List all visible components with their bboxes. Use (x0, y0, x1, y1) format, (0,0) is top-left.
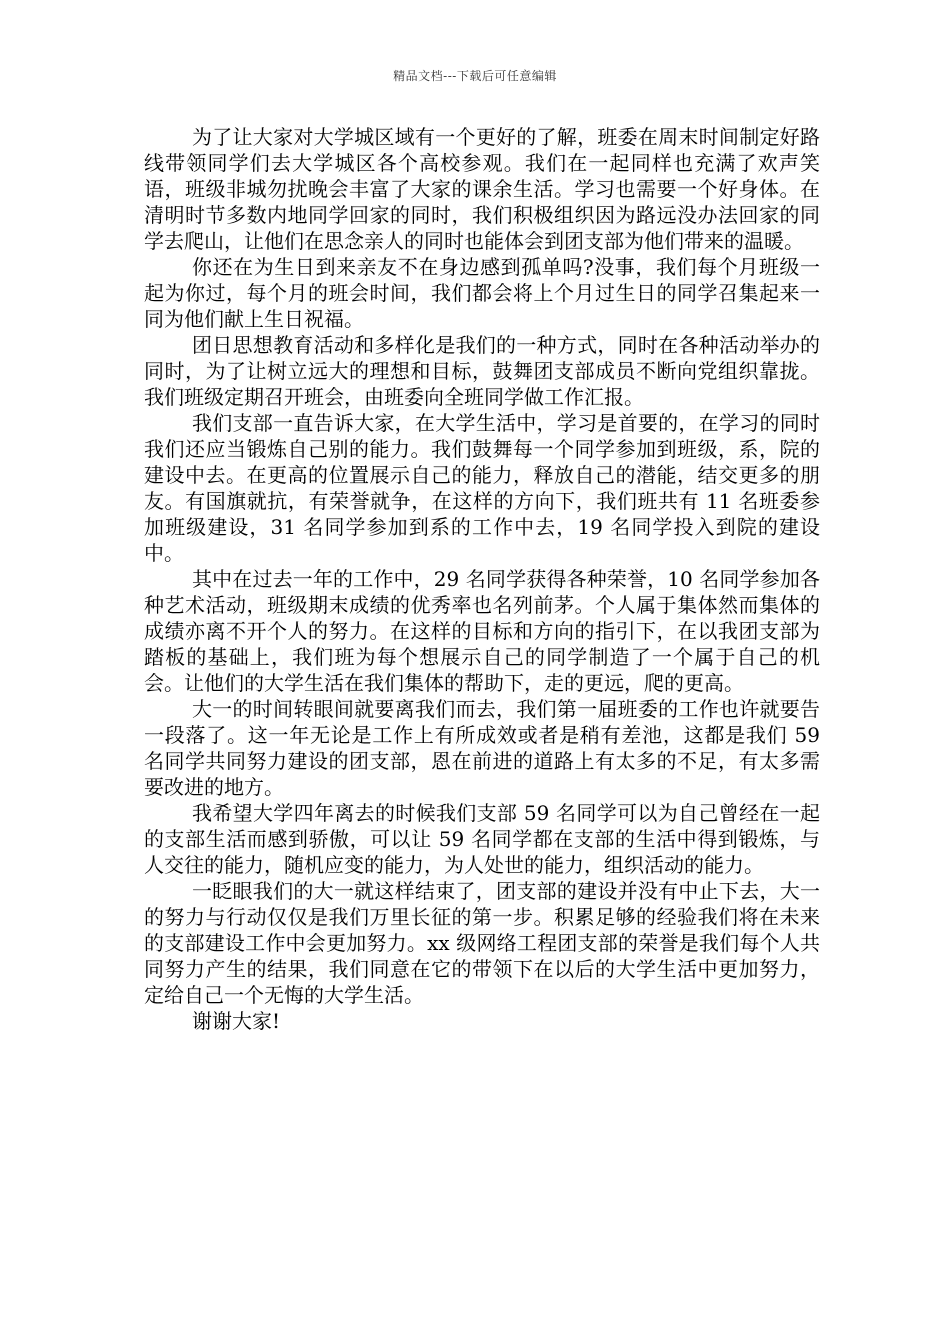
paragraph-birthday: 你还在为生日到来亲友不在身边感到孤单吗?没事，我们每个月班级一起为你过，每个月的班会时间，我们都会将上个月过生日的同学召集起来一同为他们献上生日祝福。 (144, 255, 820, 331)
document-body (144, 124, 820, 1034)
paragraph-conclusion: 一眨眼我们的大一就这样结束了，团支部的建设并没有中止下去，大一的努力与行动仅仅是我们万里长征的第一步。积累足够的经验我们将在未来的支部建设工作中会更加努力。xx 级网络工程团支部的荣誉是我们每个人共同努力产生的结果，我们同意在它的带领下在以后的大学生活中更加努力，定给自己一个无悔的大学生活。 (144, 879, 820, 1007)
paragraph-abilities: 我们支部一直告诉大家，在大学生活中，学习是首要的，在学习的同时我们还应当锻炼自己别的能力。我们鼓舞每一个同学参加到班级，系，院的建设中去。在更高的位置展示自己的能力，释放自己的潜能，结交更多的朋友。有国旗就抗，有荣誉就争，在这样的方向下，我们班共有 11 名班委参加班级建设，31 名同学参加到系的工作中去，19 名同学投入到院的建设中。 (144, 411, 820, 565)
paragraph-year-end: 大一的时间转眼间就要离我们而去，我们第一届班委的工作也许就要告一段落了。这一年无论是工作上有所成效或者是稍有差池，这都是我们 59 名同学共同努力建设的团支部，恩在前进的道路上有太多的不足，有太多需要改进的地方。 (144, 697, 820, 799)
paragraph-education-activities: 团日思想教育活动和多样化是我们的一种方式，同时在各种活动举办的同时，为了让树立远大的理想和目标，鼓舞团支部成员不断向党组织靠拢。我们班级定期召开班会，由班委向全班同学做工作汇报。 (144, 333, 820, 409)
paragraph-campus-visit: 为了让大家对大学城区域有一个更好的了解，班委在周末时间制定好路线带领同学们去大学城区各个高校参观。我们在一起同样也充满了欢声笑语，班级非城勿扰晚会丰富了大家的课余生活。学习也需要一个好身体。在清明时节多数内地同学回家的同时，我们积极组织因为路远没办法回家的同学去爬山，让他们在思念亲人的同时也能体会到团支部为他们带来的温暖。 (144, 125, 820, 253)
paragraph-thanks: 谢谢大家! (192, 1009, 281, 1033)
paragraph-hope: 我希望大学四年离去的时候我们支部 59 名同学可以为自己曾经在一起的支部生活而感到骄傲，可以让 59 名同学都在支部的生活中得到锻炼，与人交往的能力，随机应变的能力，为人处世的能力，组织活动的能力。 (144, 801, 820, 877)
paragraph-achievements: 其中在过去一年的工作中，29 名同学获得各种荣誉，10 名同学参加各种艺术活动，班级期末成绩的优秀率也名列前茅。个人属于集体然而集体的成绩亦离不开个人的努力。在这样的目标和方向的指引下，在以我团支部为踏板的基础上，我们班为每个想展示自己的同学制造了一个属于自己的机会。让他们的大学生活在我们集体的帮助下，走的更远，爬的更高。 (144, 567, 820, 695)
page-header: 精品文档---下载后可任意编辑 (393, 69, 557, 83)
